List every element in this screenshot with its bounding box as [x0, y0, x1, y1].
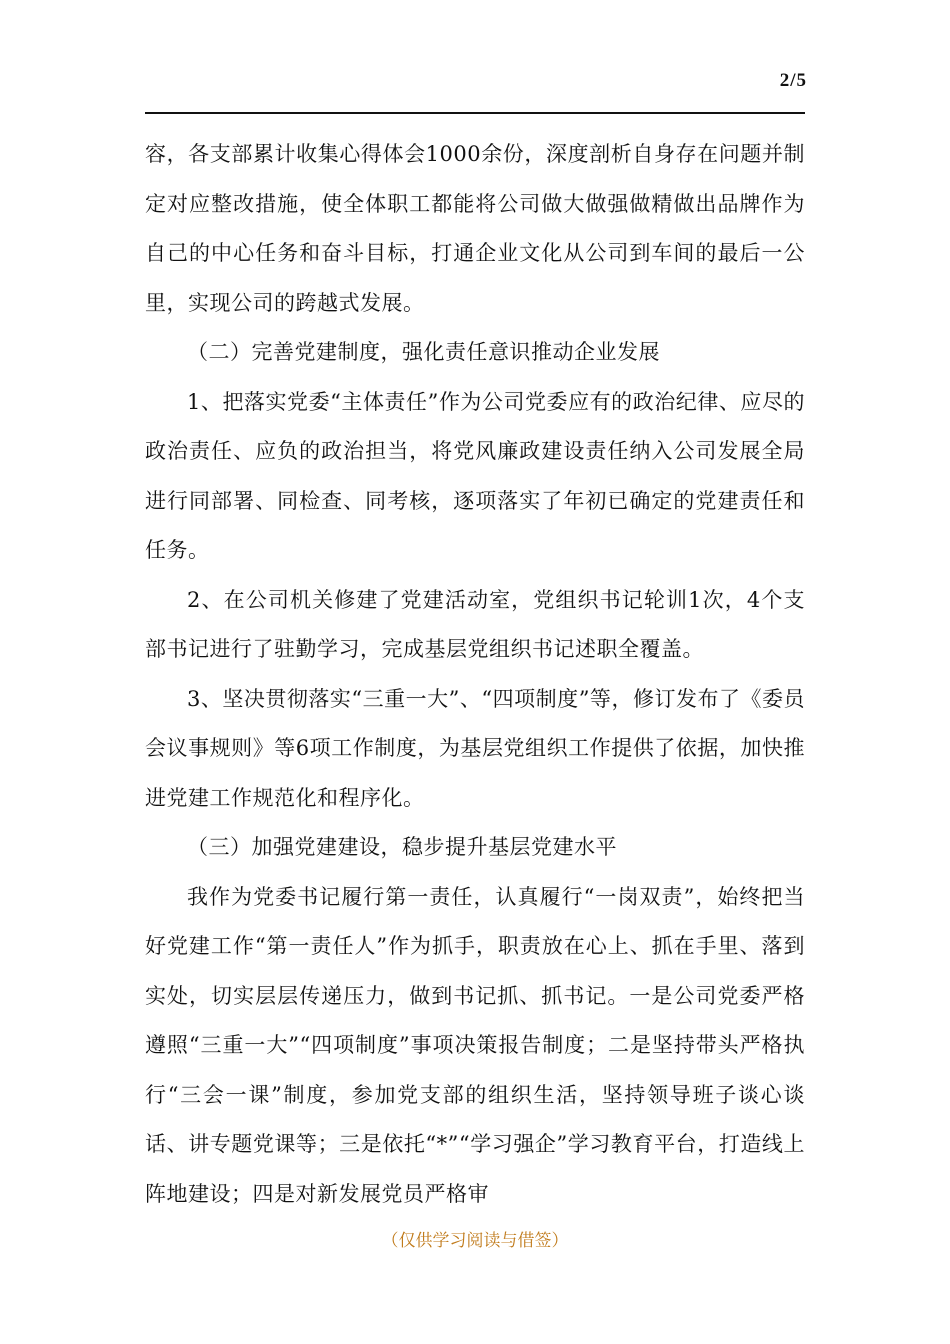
document-body — [145, 130, 805, 1219]
page-number: 2/5 — [779, 70, 807, 91]
paragraph-item-2: 2、在公司机关修建了党建活动室，党组织书记轮训1次，4个支部书记进行了驻勤学习，完成基层党组织书记述职全覆盖。 — [145, 587, 805, 661]
paragraph-item-1: 1、把落实党委“主体责任”作为公司党委应有的政治纪律、应尽的政治责任、应负的政治担当，将党风廉政建设责任纳入公司发展全局进行同部署、同检查、同考核，逐项落实了年初已确定的党建责任和任务。 — [145, 389, 805, 562]
header-divider — [145, 112, 805, 114]
footer-note: （仅供学习阅读与借签） — [381, 1231, 569, 1251]
paragraph-item-3: 3、坚决贯彻落实“三重一大”、“四项制度”等，修订发布了《委员会议事规则》等6项工作制度，为基层党组织工作提供了依据，加快推进党建工作规范化和程序化。 — [145, 686, 805, 810]
section-heading-2: （二）完善党建制度，强化责任意识推动企业发展 — [187, 340, 660, 364]
paragraph-secretary-duties: 我作为党委书记履行第一责任，认真履行“一岗双责”，始终把当好党建工作“第一责任人”作为抓手，职责放在心上、抓在手里、落到实处，切实层层传递压力，做到书记抓、抓书记。一是公司党委严格遵照“三重一大”“四项制度”事项决策报告制度；二是坚持带头严格执行“三会一课”制度，参加党支部的组织生活，坚持领导班子谈心谈话、讲专题党课等；三是依托“*”“学习强企”学习教育平台，打造线上阵地建设；四是对新发展党员严格审 — [145, 884, 805, 1206]
paragraph-continuation: 容，各支部累计收集心得体会1000余份，深度剖析自身存在问题并制定对应整改措施，使全体职工都能将公司做大做强做精做出品牌作为自己的中心任务和奋斗目标，打通企业文化从公司到车间的最后一公里，实现公司的跨越式发展。 — [145, 142, 805, 315]
section-heading-3: （三）加强党建建设，稳步提升基层党建水平 — [187, 835, 617, 859]
